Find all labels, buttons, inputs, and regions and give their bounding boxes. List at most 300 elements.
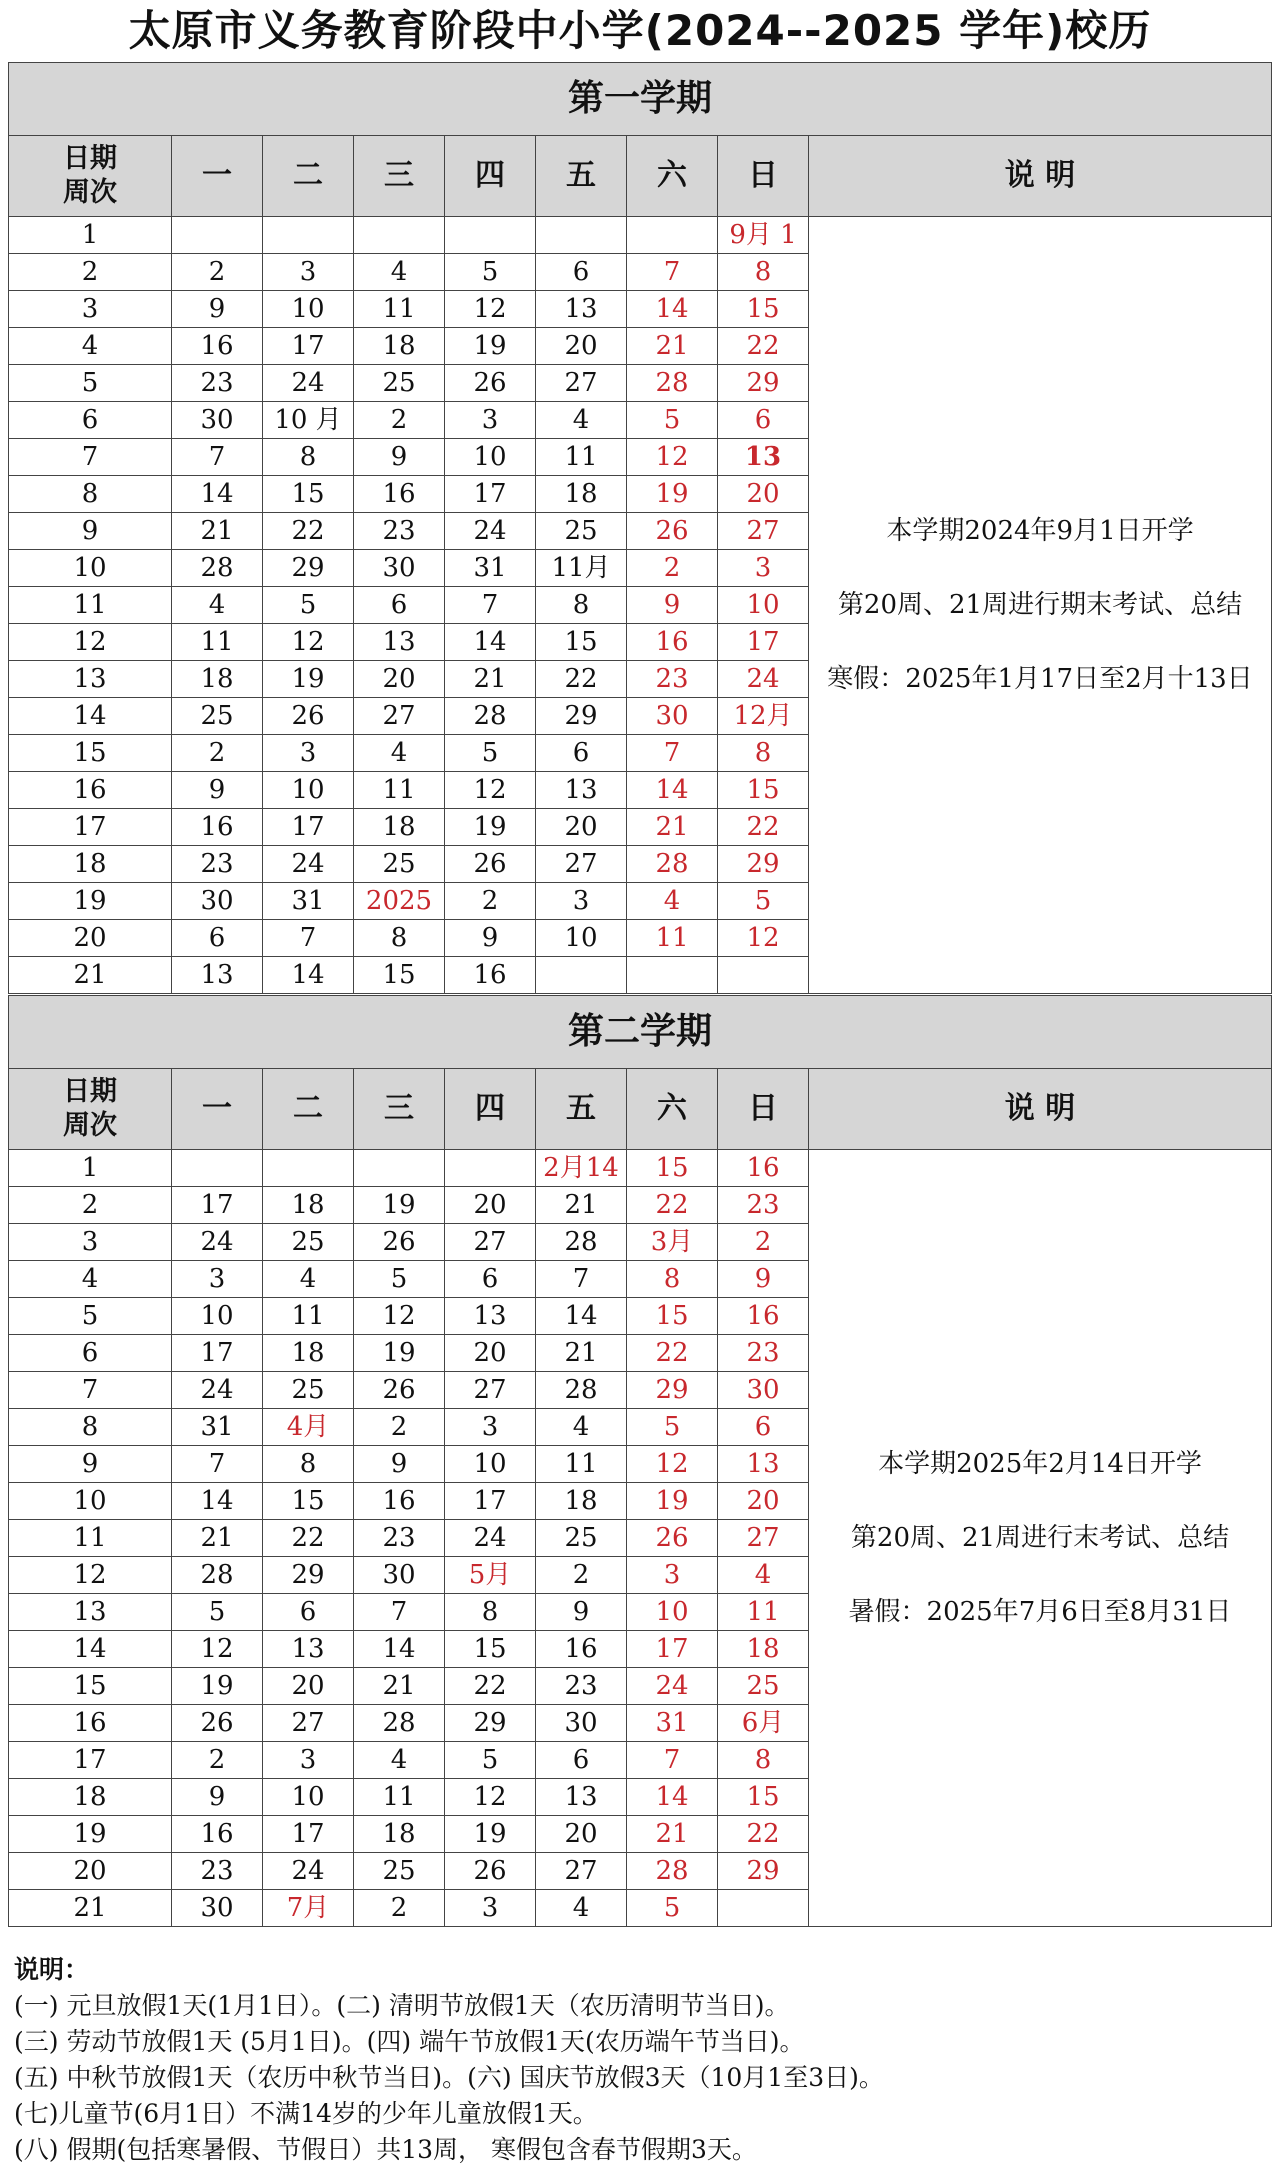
date-cell: 5: [718, 883, 809, 920]
date-cell: 20: [263, 1668, 354, 1705]
date-cell: 9: [536, 1594, 627, 1631]
date-cell: 23: [718, 1335, 809, 1372]
date-cell: 21: [536, 1187, 627, 1224]
date-cell: 23: [718, 1187, 809, 1224]
date-cell: 31: [627, 1705, 718, 1742]
date-cell: 10: [263, 291, 354, 328]
date-cell: 15: [354, 957, 445, 994]
date-cell: 2月14: [536, 1150, 627, 1187]
date-cell: 21: [627, 809, 718, 846]
date-cell: 5: [445, 254, 536, 291]
date-cell: 17: [263, 1816, 354, 1853]
date-cell: 6: [718, 402, 809, 439]
date-cell: 22: [718, 809, 809, 846]
date-cell: 13: [536, 1779, 627, 1816]
date-cell: 16: [172, 328, 263, 365]
date-cell: 2: [172, 735, 263, 772]
week-number: 2: [9, 254, 172, 291]
date-cell: 26: [445, 1853, 536, 1890]
date-cell: 17: [172, 1335, 263, 1372]
date-cell: 21: [354, 1668, 445, 1705]
date-cell: 30: [627, 698, 718, 735]
date-cell: 15: [627, 1150, 718, 1187]
date-cell: 14: [627, 772, 718, 809]
date-cell: 20: [536, 1816, 627, 1853]
date-cell: 7月: [263, 1890, 354, 1927]
date-cell: [627, 217, 718, 254]
date-cell: 14: [172, 1483, 263, 1520]
date-cell: [263, 217, 354, 254]
date-cell: 30: [172, 1890, 263, 1927]
date-cell: 22: [718, 328, 809, 365]
week-number: 10: [9, 1483, 172, 1520]
date-cell: 10: [627, 1594, 718, 1631]
date-cell: 18: [354, 328, 445, 365]
date-cell: 31: [172, 1409, 263, 1446]
date-cell: 14: [445, 624, 536, 661]
date-cell: 22: [445, 1668, 536, 1705]
week-header-line: 日期: [63, 1076, 117, 1107]
date-cell: 4: [536, 1890, 627, 1927]
date-cell: 16: [354, 476, 445, 513]
date-cell: 19: [445, 809, 536, 846]
date-cell: 27: [354, 698, 445, 735]
date-cell: 24: [263, 365, 354, 402]
week-number: 9: [9, 513, 172, 550]
week-number: 7: [9, 1372, 172, 1409]
date-cell: 29: [627, 1372, 718, 1409]
date-cell: 10: [172, 1298, 263, 1335]
date-cell: 10: [445, 439, 536, 476]
date-cell: 12: [445, 772, 536, 809]
weekday-header: 五: [536, 1069, 627, 1150]
date-cell: 26: [263, 698, 354, 735]
date-cell: 30: [718, 1372, 809, 1409]
date-cell: 26: [445, 365, 536, 402]
week-row: [9, 1150, 1272, 1187]
date-cell: 8: [718, 254, 809, 291]
date-cell: 14: [354, 1631, 445, 1668]
date-cell: 25: [172, 698, 263, 735]
date-cell: 8: [627, 1261, 718, 1298]
week-number: 19: [9, 883, 172, 920]
date-cell: 13: [354, 624, 445, 661]
date-cell: 28: [172, 550, 263, 587]
date-cell: 27: [536, 846, 627, 883]
week-number: 11: [9, 1520, 172, 1557]
date-cell: 11: [627, 920, 718, 957]
term-notes: [809, 217, 1272, 994]
week-number: 10: [9, 550, 172, 587]
date-cell: 4: [536, 402, 627, 439]
date-cell: 2025: [354, 883, 445, 920]
date-cell: 6: [536, 735, 627, 772]
date-cell: 19: [263, 661, 354, 698]
date-cell: 18: [354, 1816, 445, 1853]
date-cell: 7: [627, 254, 718, 291]
date-cell: 7: [627, 1742, 718, 1779]
date-cell: 30: [354, 1557, 445, 1594]
date-cell: 22: [536, 661, 627, 698]
date-cell: 28: [627, 1853, 718, 1890]
date-cell: 19: [445, 328, 536, 365]
date-cell: [445, 1150, 536, 1187]
weekday-header: 六: [627, 136, 718, 217]
week-number: 9: [9, 1446, 172, 1483]
term-note-line: 本学期2025年2月14日开学: [878, 1449, 1202, 1479]
date-cell: 26: [172, 1705, 263, 1742]
week-number: 15: [9, 1668, 172, 1705]
date-cell: 25: [718, 1668, 809, 1705]
date-cell: 7: [627, 735, 718, 772]
notes-header: 说 明: [809, 1069, 1272, 1150]
date-cell: 12月: [718, 698, 809, 735]
legend-line: (七)儿童节(6月1日）不满14岁的少年儿童放假1天。: [14, 2099, 598, 2128]
date-cell: 19: [172, 1668, 263, 1705]
date-cell: 15: [718, 772, 809, 809]
week-number: 12: [9, 624, 172, 661]
date-cell: [536, 217, 627, 254]
date-cell: 2: [172, 254, 263, 291]
date-cell: 3: [445, 402, 536, 439]
date-cell: 16: [445, 957, 536, 994]
week-column-header: [9, 136, 172, 217]
weekday-header: 日: [718, 136, 809, 217]
date-cell: 13: [536, 772, 627, 809]
date-cell: 18: [718, 1631, 809, 1668]
date-cell: 7: [445, 587, 536, 624]
date-cell: 29: [536, 698, 627, 735]
weekday-header: 日: [718, 1069, 809, 1150]
date-cell: 5: [445, 735, 536, 772]
date-cell: 3: [627, 1557, 718, 1594]
date-cell: 22: [627, 1335, 718, 1372]
date-cell: 8: [445, 1594, 536, 1631]
date-cell: [536, 957, 627, 994]
date-cell: 28: [354, 1705, 445, 1742]
date-cell: 17: [263, 809, 354, 846]
date-cell: 16: [172, 1816, 263, 1853]
date-cell: 3月: [627, 1224, 718, 1261]
term-note-line: 本学期2024年9月1日开学: [886, 516, 1194, 546]
legend-line: (八) 假期(包括寒暑假、节假日）共13周， 寒假包含春节假期3天。: [14, 2135, 757, 2164]
date-cell: 28: [627, 365, 718, 402]
date-cell: 16: [354, 1483, 445, 1520]
date-cell: 11: [172, 624, 263, 661]
legend-heading: 说明：: [14, 1955, 90, 1984]
date-cell: 7: [354, 1594, 445, 1631]
date-cell: 9: [172, 291, 263, 328]
weekday-header: 一: [172, 136, 263, 217]
page-title: 太原市义务教育阶段中小学(2024--2025 学年)校历: [128, 6, 1152, 55]
date-cell: 7: [263, 920, 354, 957]
week-number: 12: [9, 1557, 172, 1594]
date-cell: 29: [718, 365, 809, 402]
date-cell: 11: [536, 1446, 627, 1483]
date-cell: 22: [263, 513, 354, 550]
first-term-table: [8, 62, 1272, 994]
date-cell: 18: [536, 476, 627, 513]
date-cell: 10: [263, 772, 354, 809]
date-cell: 11: [354, 772, 445, 809]
date-cell: 6月: [718, 1705, 809, 1742]
date-cell: 21: [172, 513, 263, 550]
date-cell: 4: [627, 883, 718, 920]
date-cell: 12: [263, 624, 354, 661]
date-cell: 25: [354, 846, 445, 883]
date-cell: 22: [627, 1187, 718, 1224]
date-cell: 13: [263, 1631, 354, 1668]
date-cell: 21: [445, 661, 536, 698]
date-cell: 14: [536, 1298, 627, 1335]
week-number: 11: [9, 587, 172, 624]
date-cell: 5: [627, 1890, 718, 1927]
date-cell: 9: [354, 1446, 445, 1483]
weekday-header: 四: [445, 136, 536, 217]
date-cell: 18: [172, 661, 263, 698]
date-cell: 16: [172, 809, 263, 846]
date-cell: 3: [536, 883, 627, 920]
week-number: 5: [9, 365, 172, 402]
date-cell: 27: [718, 1520, 809, 1557]
date-cell: 15: [445, 1631, 536, 1668]
date-cell: 9月 1: [718, 217, 809, 254]
date-cell: 14: [263, 957, 354, 994]
date-cell: 18: [263, 1335, 354, 1372]
weekday-header: 四: [445, 1069, 536, 1150]
week-number: 21: [9, 957, 172, 994]
week-number: 16: [9, 1705, 172, 1742]
date-cell: 29: [263, 550, 354, 587]
date-cell: 11: [354, 291, 445, 328]
week-number: 8: [9, 476, 172, 513]
date-cell: 18: [536, 1483, 627, 1520]
date-cell: 25: [263, 1224, 354, 1261]
week-number: 4: [9, 328, 172, 365]
date-cell: 30: [536, 1705, 627, 1742]
date-cell: 28: [445, 698, 536, 735]
date-cell: 3: [263, 1742, 354, 1779]
date-cell: [627, 957, 718, 994]
date-cell: 6: [718, 1409, 809, 1446]
date-cell: 10 月: [263, 402, 354, 439]
date-cell: 7: [536, 1261, 627, 1298]
term-heading: 第二学期: [9, 996, 1272, 1069]
date-cell: 12: [445, 1779, 536, 1816]
date-cell: 20: [718, 1483, 809, 1520]
date-cell: 28: [536, 1224, 627, 1261]
date-cell: 5: [263, 587, 354, 624]
date-cell: 7: [172, 439, 263, 476]
date-cell: 12: [354, 1298, 445, 1335]
date-cell: 8: [718, 1742, 809, 1779]
week-column-header: [9, 1069, 172, 1150]
weekday-header: 二: [263, 1069, 354, 1150]
week-row: [9, 217, 1272, 254]
date-cell: 6: [536, 1742, 627, 1779]
date-cell: 25: [536, 513, 627, 550]
date-cell: 11: [354, 1779, 445, 1816]
date-cell: 28: [172, 1557, 263, 1594]
date-cell: 22: [263, 1520, 354, 1557]
date-cell: 24: [263, 846, 354, 883]
date-cell: 16: [627, 624, 718, 661]
week-number: 4: [9, 1261, 172, 1298]
date-cell: 27: [536, 1853, 627, 1890]
date-cell: 15: [263, 476, 354, 513]
date-cell: [172, 1150, 263, 1187]
date-cell: 13: [445, 1298, 536, 1335]
date-cell: 6: [354, 587, 445, 624]
date-cell: 23: [536, 1668, 627, 1705]
date-cell: 11: [263, 1298, 354, 1335]
date-cell: 6: [263, 1594, 354, 1631]
date-cell: 2: [445, 883, 536, 920]
date-cell: 26: [354, 1372, 445, 1409]
date-cell: 4: [718, 1557, 809, 1594]
date-cell: 29: [445, 1705, 536, 1742]
date-cell: 12: [172, 1631, 263, 1668]
date-cell: 5: [445, 1742, 536, 1779]
date-cell: 19: [445, 1816, 536, 1853]
date-cell: 16: [718, 1150, 809, 1187]
week-header-line: 周次: [63, 1110, 117, 1141]
term-note-line: 暑假：2025年7月6日至8月31日: [848, 1597, 1232, 1627]
date-cell: 9: [627, 587, 718, 624]
date-cell: 24: [263, 1853, 354, 1890]
legend-line: (一) 元旦放假1天(1月1日）。(二) 清明节放假1天（农历清明节当日)。: [14, 1991, 790, 2020]
date-cell: 15: [536, 624, 627, 661]
week-number: 15: [9, 735, 172, 772]
date-cell: 12: [445, 291, 536, 328]
date-cell: 27: [536, 365, 627, 402]
date-cell: 9: [172, 1779, 263, 1816]
date-cell: 16: [536, 1631, 627, 1668]
date-cell: 26: [627, 513, 718, 550]
date-cell: 8: [718, 735, 809, 772]
date-cell: 15: [718, 291, 809, 328]
date-cell: 19: [354, 1335, 445, 1372]
legend-line: (五) 中秋节放假1天（农历中秋节当日)。(六) 国庆节放假3天（10月1至3日)。: [14, 2063, 884, 2092]
date-cell: 26: [627, 1520, 718, 1557]
date-cell: 27: [718, 513, 809, 550]
date-cell: 3: [718, 550, 809, 587]
date-cell: 12: [627, 439, 718, 476]
date-cell: 9: [718, 1261, 809, 1298]
date-cell: 9: [445, 920, 536, 957]
date-cell: 8: [354, 920, 445, 957]
date-cell: 4: [536, 1409, 627, 1446]
date-cell: 16: [718, 1298, 809, 1335]
date-cell: 20: [445, 1335, 536, 1372]
date-cell: 12: [718, 920, 809, 957]
date-cell: 23: [627, 661, 718, 698]
date-cell: 24: [718, 661, 809, 698]
date-cell: 14: [627, 291, 718, 328]
date-cell: 2: [718, 1224, 809, 1261]
week-number: 17: [9, 809, 172, 846]
date-cell: [263, 1150, 354, 1187]
weekday-header: 三: [354, 136, 445, 217]
date-cell: 27: [263, 1705, 354, 1742]
term-note-line: 第20周、21周进行期末考试、总结: [837, 590, 1243, 620]
date-cell: 5: [627, 402, 718, 439]
date-cell: 4: [354, 735, 445, 772]
date-cell: 19: [627, 476, 718, 513]
date-cell: 3: [263, 735, 354, 772]
notes-header: 说 明: [809, 136, 1272, 217]
date-cell: [354, 1150, 445, 1187]
week-number: 8: [9, 1409, 172, 1446]
date-cell: 14: [627, 1779, 718, 1816]
date-cell: 23: [354, 513, 445, 550]
date-cell: 2: [172, 1742, 263, 1779]
legend-notes: [14, 1952, 1264, 2168]
week-number: 2: [9, 1187, 172, 1224]
date-cell: [718, 957, 809, 994]
date-cell: 24: [172, 1372, 263, 1409]
date-cell: 2: [354, 1409, 445, 1446]
date-cell: 3: [263, 254, 354, 291]
week-number: 14: [9, 698, 172, 735]
date-cell: 24: [445, 1520, 536, 1557]
date-cell: 30: [172, 883, 263, 920]
date-cell: 10: [718, 587, 809, 624]
date-cell: 11: [536, 439, 627, 476]
date-cell: 26: [354, 1224, 445, 1261]
weekday-header: 五: [536, 136, 627, 217]
date-cell: 8: [263, 1446, 354, 1483]
date-cell: 2: [536, 1557, 627, 1594]
date-cell: 18: [263, 1187, 354, 1224]
date-cell: 27: [445, 1372, 536, 1409]
date-cell: 28: [627, 846, 718, 883]
date-cell: 5: [627, 1409, 718, 1446]
date-cell: 6: [172, 920, 263, 957]
week-number: 6: [9, 402, 172, 439]
date-cell: 27: [445, 1224, 536, 1261]
date-cell: 20: [718, 476, 809, 513]
date-cell: 13: [718, 1446, 809, 1483]
date-cell: 25: [536, 1520, 627, 1557]
date-cell: 25: [263, 1372, 354, 1409]
date-cell: 2: [354, 402, 445, 439]
date-cell: 2: [354, 1890, 445, 1927]
date-cell: [172, 217, 263, 254]
date-cell: 19: [354, 1187, 445, 1224]
date-cell: 18: [354, 809, 445, 846]
date-cell: 6: [536, 254, 627, 291]
weekday-header: 三: [354, 1069, 445, 1150]
term-note-line: 寒假：2025年1月17日至2月十13日: [827, 664, 1253, 694]
date-cell: 20: [536, 809, 627, 846]
date-cell: 23: [172, 365, 263, 402]
date-cell: 24: [172, 1224, 263, 1261]
date-cell: 13: [172, 957, 263, 994]
date-cell: 4: [172, 587, 263, 624]
date-cell: 14: [172, 476, 263, 513]
date-cell: 9: [354, 439, 445, 476]
week-number: 5: [9, 1298, 172, 1335]
week-header-line: 日期: [63, 143, 117, 174]
date-cell: 28: [536, 1372, 627, 1409]
date-cell: 9: [172, 772, 263, 809]
week-number: 21: [9, 1890, 172, 1927]
date-cell: 17: [627, 1631, 718, 1668]
date-cell: 17: [172, 1187, 263, 1224]
date-cell: 4: [263, 1261, 354, 1298]
legend-line: (三) 劳动节放假1天 (5月1日)。(四) 端午节放假1天(农历端午节当日)。: [14, 2027, 805, 2056]
